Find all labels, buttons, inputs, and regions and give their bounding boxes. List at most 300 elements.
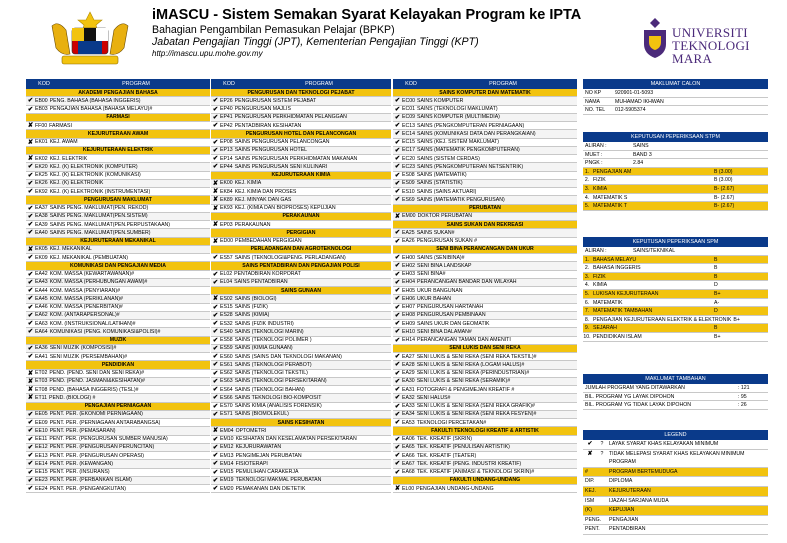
program-name: KEJ. (K) ELEKTRONIK (KOMUNIKASI) bbox=[49, 172, 141, 178]
program-code: EC15 bbox=[402, 139, 415, 145]
panel-header: KEPUTUSAN PEPERIKSAAN STPM bbox=[583, 132, 768, 142]
section-heading: SAINS KESIHATAN bbox=[211, 419, 391, 427]
check-icon: ✔ bbox=[394, 452, 401, 460]
cross-icon: ✘ bbox=[212, 237, 219, 245]
subject-grade: B- (2.67) bbox=[714, 194, 735, 201]
program-name: SENI BINA LANDSKAP bbox=[416, 262, 472, 269]
info-value: MUHAMAD IKHWAN bbox=[615, 98, 664, 105]
check-icon: ✔ bbox=[394, 171, 401, 179]
legend-text: PENTADBIRAN bbox=[609, 526, 646, 533]
subject-name: LUKISAN KEJURUTERAAN bbox=[593, 290, 659, 297]
program-code: EA40 bbox=[35, 229, 48, 236]
check-icon: ✔ bbox=[394, 435, 401, 443]
program-code: ES57 bbox=[220, 254, 233, 261]
section-heading: KOMUNIKASI DAN PENGAJIAN MEDIA bbox=[26, 262, 210, 270]
program-name: KEJURURAWATAN bbox=[235, 444, 282, 451]
check-icon: ✔ bbox=[27, 221, 34, 229]
subject-number: 2. bbox=[584, 177, 590, 184]
program-code: EK92 bbox=[35, 188, 48, 195]
program-name: PENT. PER. (EKONOMI PERNIAGAAN) bbox=[49, 411, 143, 418]
check-icon: ✔ bbox=[212, 311, 219, 319]
program-name: TEK. KREATIF (PENULISAN ARTISTIK) bbox=[416, 444, 510, 451]
program-code: EK89 bbox=[220, 196, 233, 203]
check-icon: ✔ bbox=[394, 353, 401, 361]
program-code: EP41 bbox=[220, 114, 233, 121]
check-icon: ✔ bbox=[212, 443, 219, 451]
check-icon: ✔ bbox=[212, 369, 219, 377]
check-icon: ✔ bbox=[394, 155, 401, 163]
header-text bbox=[152, 6, 581, 59]
check-icon: ✔ bbox=[212, 452, 219, 460]
program-code: EH05 bbox=[402, 287, 415, 294]
program-name: PENT. PER. (PENGANGKUTAN) bbox=[49, 485, 126, 492]
check-icon: ✔ bbox=[394, 188, 401, 196]
program-name: SENI LUKIS & SENI REKA (LOGAM HALUS)# bbox=[416, 361, 525, 368]
legend-symbol: ? bbox=[600, 441, 604, 447]
info-label: ALIRAN : bbox=[585, 143, 607, 149]
subject-number: 9. bbox=[584, 325, 590, 332]
program-name: KOM. (ANTARAPERSONAL)# bbox=[49, 312, 120, 319]
program-name: SAINS (KIMIA GUNAAN) bbox=[234, 345, 293, 352]
program-code: EP13 bbox=[220, 147, 233, 154]
cross-icon: ✘ bbox=[394, 485, 401, 493]
program-name: SAINS (TEKNOLOGI TEKSTIL) bbox=[234, 370, 308, 376]
legend-row bbox=[583, 477, 768, 487]
program-name: OPTOMETRI bbox=[235, 427, 267, 434]
subject-row bbox=[583, 176, 768, 185]
subject-name: MATEMATIK TAMBAHAN bbox=[593, 308, 653, 315]
check-icon: ✔ bbox=[212, 105, 219, 113]
subject-name: KIMIA bbox=[593, 282, 608, 289]
section-heading: MUZIK bbox=[26, 337, 210, 345]
program-code: EM13 bbox=[220, 452, 234, 459]
program-name: SAINS PENGURUSAN PELANCONGAN bbox=[234, 139, 330, 145]
program-code: EH08 bbox=[402, 312, 415, 319]
program-name: UKUR BANGUNAN bbox=[416, 287, 463, 294]
program-name: SAINS (PENGKOMPUTERAN PERNIAGAAN) bbox=[416, 122, 525, 129]
program-code: ET02 bbox=[35, 370, 48, 376]
program-code: EK25 bbox=[35, 172, 48, 178]
subject-name: BAHASA MELAYU bbox=[593, 256, 637, 263]
check-icon: ✔ bbox=[394, 361, 401, 369]
program-name: KOM. MASSA (PERIKLANAN)# bbox=[49, 295, 123, 302]
subject-grade: B bbox=[714, 325, 718, 332]
program-name: SENI LUKIS & SENI REKA (SENI REKA GRAFIK)# bbox=[416, 403, 535, 409]
check-icon: ✔ bbox=[212, 320, 219, 328]
program-code: EA27 bbox=[402, 353, 415, 360]
program-code: EA67 bbox=[402, 460, 415, 467]
section-heading: SENI BINA PERANCANGAN DAN UKUR bbox=[393, 246, 577, 254]
check-icon: ✔ bbox=[212, 386, 219, 394]
check-icon: ✔ bbox=[27, 212, 34, 220]
program-code: EE11 bbox=[35, 436, 48, 442]
check-icon: ✔ bbox=[394, 328, 401, 336]
program-name: PERAKAUNAN bbox=[234, 221, 271, 228]
check-icon: ✔ bbox=[212, 113, 219, 121]
program-name: SAINS PENG. MAKLUMAT(PEN.SISTEM) bbox=[49, 213, 148, 220]
subject-grade: B+ bbox=[733, 316, 740, 323]
program-name: SAINS (TEKNOLOGI PERABOT) bbox=[234, 361, 312, 368]
cross-icon: ✘ bbox=[394, 212, 401, 220]
stpm-results-panel bbox=[583, 132, 768, 211]
check-icon: ✔ bbox=[394, 394, 401, 402]
program-name: SAINS PENG. MAKLUMAT(PEN.PERPUSTAKAAN) bbox=[49, 221, 170, 228]
subject-grade: B bbox=[714, 273, 718, 280]
program-code: EA34 bbox=[402, 411, 415, 418]
legend-abbreviation: ISM bbox=[585, 497, 595, 504]
section-heading: PENGURUSAN MAKLUMAT bbox=[26, 196, 210, 204]
legend-text: PENGAJIAN bbox=[609, 516, 639, 523]
info-row bbox=[583, 98, 768, 107]
program-code: EM15 bbox=[220, 469, 234, 475]
program-name: KEJ. KIMIA DAN PROSES bbox=[234, 188, 297, 195]
cross-icon: ✘ bbox=[212, 196, 219, 204]
program-name: SAINS PENGURUSAN PERKHIDMATAN MAKANAN bbox=[234, 155, 358, 162]
check-icon: ✔ bbox=[394, 320, 401, 328]
program-code: EM14 bbox=[220, 460, 234, 467]
program-name: KOMUNIKASI (PENG. KOMUNIKASI&POLISI)# bbox=[49, 328, 161, 335]
legend-row bbox=[583, 516, 768, 526]
program-code: ES40 bbox=[220, 328, 233, 335]
program-name: SAINS (MATEMATIK) bbox=[416, 172, 467, 178]
stat-value: : 95 bbox=[738, 393, 747, 400]
program-code: EA45 bbox=[35, 295, 48, 302]
program-name: KEJ. (KIMIA DAN BIOPROSES) KEPUJIAN bbox=[234, 205, 336, 211]
check-icon: ✔ bbox=[212, 146, 219, 154]
info-value: BAND 3 bbox=[633, 151, 652, 158]
program-name: PERANCANGAN BANDAR DAN WILAYAH bbox=[416, 279, 517, 286]
program-name: SENI MUZIK (PERSEMBAHAN)# bbox=[49, 353, 127, 360]
program-code: EM20 bbox=[220, 485, 234, 492]
program-name: SAINS (STATISTIK) bbox=[416, 180, 463, 187]
program-code: EH00 bbox=[402, 254, 415, 261]
check-icon: ✔ bbox=[27, 303, 34, 311]
program-column-1 bbox=[26, 79, 210, 493]
subject-row bbox=[583, 168, 768, 177]
stat-label: BIL. PROGRAM YG LAYAK DIPOHON bbox=[585, 393, 675, 400]
program-code: ES08 bbox=[402, 172, 415, 178]
program-name: SAINS (SAINS AKTUARI) bbox=[416, 188, 477, 195]
check-icon: ✔ bbox=[212, 435, 219, 443]
program-name: PERANCANGAN TAMAN DAN AMENITI bbox=[416, 337, 511, 343]
legend-row bbox=[583, 450, 768, 468]
program-code: EK09 bbox=[35, 254, 48, 261]
check-icon: ✔ bbox=[394, 113, 401, 121]
check-icon: ✔ bbox=[212, 97, 219, 105]
cross-icon: ✘ bbox=[212, 179, 219, 187]
program-name: KEJ. AWAM bbox=[49, 139, 78, 145]
check-icon: ✔ bbox=[27, 311, 34, 319]
program-name: SAINS (TEKNOLOGI MAKLUMAT) bbox=[416, 106, 498, 112]
check-icon: ✔ bbox=[394, 97, 401, 105]
program-code: ES66 bbox=[220, 394, 233, 401]
program-name: PENGURUSAN PERKHIDMATAN PELANGGAN bbox=[234, 114, 347, 121]
candidate-info-panel bbox=[583, 79, 768, 115]
check-icon: ✔ bbox=[394, 105, 401, 113]
program-code: EA44 bbox=[35, 287, 48, 294]
subject-row bbox=[583, 299, 768, 308]
subject-number: 6. bbox=[584, 299, 590, 306]
program-code: EE23 bbox=[35, 477, 48, 484]
subject-grade: B+ bbox=[714, 333, 721, 340]
program-name: SAINS (MATEMATIK PENGURUSAN) bbox=[416, 196, 505, 203]
check-icon: ✔ bbox=[27, 188, 34, 196]
check-icon: ✔ bbox=[27, 353, 34, 361]
program-name: PENT. PER. (PENGURUSAN OPERASI) bbox=[49, 452, 144, 459]
program-name: SAINS (PENGKOMPUTERAN NETSENTRIK) bbox=[416, 163, 524, 170]
program-row[interactable] bbox=[26, 485, 210, 493]
program-name: SENI BINA DALAMAN# bbox=[416, 328, 472, 335]
subject-name: MATEMATIK S bbox=[593, 194, 628, 201]
program-name: PEND. (BAHASA INGGERIS) (TESL)# bbox=[49, 386, 139, 393]
panel-header: MAKLUMAT CALON bbox=[583, 79, 768, 89]
program-code: ES60 bbox=[220, 353, 233, 360]
check-icon: ✔ bbox=[212, 270, 219, 278]
program-code: EP26 bbox=[220, 97, 233, 104]
check-icon: ✔ bbox=[212, 353, 219, 361]
program-name: SENI LUKIS & SENI REKA (SERAMIK)# bbox=[416, 378, 511, 385]
program-code: EA32 bbox=[402, 394, 415, 401]
program-code: EC00 bbox=[402, 97, 415, 104]
program-name: KEJ. (K) ELEKTRONIK bbox=[49, 180, 104, 187]
legend-abbreviation: PENG. bbox=[585, 516, 602, 523]
info-row bbox=[583, 247, 768, 256]
subject-grade: D bbox=[714, 282, 718, 289]
cross-icon: ✘ bbox=[587, 450, 593, 457]
check-icon: ✔ bbox=[212, 468, 219, 476]
info-value: SAINS bbox=[633, 143, 649, 149]
program-code: EE10 bbox=[35, 427, 48, 434]
program-name: SAINS (FIZIK) bbox=[234, 304, 268, 310]
program-name: SENI BINA# bbox=[416, 271, 446, 277]
section-heading: SAINS GUNAAN bbox=[211, 287, 391, 295]
check-icon: ✔ bbox=[27, 278, 34, 286]
check-icon: ✔ bbox=[27, 328, 34, 336]
program-name: PENTADBIRAN KESIHATAN bbox=[234, 122, 302, 129]
subject-number: 4. bbox=[584, 282, 590, 289]
program-name: SAINS TEKNOLOGI BIO-KOMPOSIT bbox=[234, 394, 322, 401]
program-name: PENT. PER. (PERBANKAN ISLAM) bbox=[49, 477, 132, 484]
section-heading: PENDIDIKAN bbox=[26, 361, 210, 369]
program-code: EA64 bbox=[35, 328, 48, 335]
check-icon: ✔ bbox=[394, 122, 401, 130]
legend-abbreviation: KEJ. bbox=[585, 487, 596, 494]
subject-row bbox=[583, 185, 768, 194]
program-code: EA63 bbox=[35, 320, 48, 327]
cross-icon: ✘ bbox=[27, 386, 34, 394]
program-code: ES59 bbox=[220, 345, 233, 352]
check-icon: ✔ bbox=[394, 237, 401, 245]
legend-row bbox=[583, 487, 768, 497]
program-code: EA36 bbox=[35, 345, 48, 352]
check-icon: ✔ bbox=[27, 179, 34, 187]
section-heading: PENGAJIAN PERNIAGAAN bbox=[26, 403, 210, 411]
check-icon: ✔ bbox=[394, 287, 401, 295]
check-icon: ✔ bbox=[394, 419, 401, 427]
program-name: PEMBEDAHAN PERGIGIAN bbox=[234, 238, 302, 244]
program-code: EA30 bbox=[402, 378, 415, 385]
cross-icon: ✘ bbox=[27, 138, 34, 146]
check-icon: ✔ bbox=[394, 130, 401, 138]
program-code: EP40 bbox=[220, 106, 233, 112]
check-icon: ✔ bbox=[394, 295, 401, 303]
check-icon: ✔ bbox=[27, 229, 34, 237]
check-icon: ✔ bbox=[212, 122, 219, 130]
program-code: EA33 bbox=[402, 403, 415, 409]
program-list bbox=[393, 89, 577, 493]
program-code: EH04 bbox=[402, 279, 415, 286]
program-code: EP03 bbox=[220, 221, 233, 228]
program-code: ES28 bbox=[220, 312, 233, 319]
program-column-3 bbox=[393, 79, 577, 493]
program-name: PENGAJIAN UNDANG-UNDANG bbox=[416, 485, 494, 492]
program-name: KEJ. KIMIA bbox=[234, 180, 262, 187]
legend-abbreviation: DIP. bbox=[585, 478, 595, 485]
check-icon: ✔ bbox=[27, 485, 34, 493]
info-row bbox=[583, 159, 768, 168]
program-name: PENGAJIAN BAHASA (BAHASA MELAYU)# bbox=[49, 106, 153, 112]
program-name: SAINS (TEKNOLOGI MARIN) bbox=[234, 328, 304, 335]
malaysia-coat-of-arms-icon bbox=[42, 8, 138, 70]
cross-icon: ✘ bbox=[27, 245, 34, 253]
program-name: SAINS (SAINS DAN TEKNOLOGI MAKANAN) bbox=[234, 353, 342, 360]
program-name: SAINS (SISTEM CERDAS) bbox=[416, 155, 480, 162]
program-name: PENT. PER. (PENGURUSAN SUMBER MANUSIA) bbox=[49, 436, 168, 442]
program-name: SAINS PENGURUSAN SENI KULINARI bbox=[234, 163, 328, 170]
check-icon: ✔ bbox=[27, 320, 34, 328]
subject-number: 3. bbox=[584, 185, 590, 192]
program-name: PEND. (PEND. JASMANI&KESIHATAN)# bbox=[49, 378, 145, 385]
section-heading: SAINS SUKAN DAN REKREASI bbox=[393, 221, 577, 229]
program-name: SAINS PENGURUSAN HOTEL bbox=[234, 147, 308, 154]
program-code: EM12 bbox=[220, 444, 234, 451]
program-code: EH07 bbox=[402, 304, 415, 310]
program-name: SENI MUZIK (KOMPOSISI)# bbox=[49, 345, 117, 352]
info-row bbox=[583, 142, 768, 151]
subject-name: FIZIK bbox=[593, 273, 606, 280]
check-icon: ✔ bbox=[212, 344, 219, 352]
program-code: ES58 bbox=[220, 337, 233, 343]
check-icon: ✔ bbox=[394, 311, 401, 319]
subject-row bbox=[583, 281, 768, 290]
program-name: KEJ. MINYAK DAN GAS bbox=[234, 196, 292, 203]
check-icon: ✔ bbox=[27, 476, 34, 484]
legend-text: DIPLOMA bbox=[609, 478, 633, 485]
section-heading: AKADEMI PENGAJIAN BAHASA bbox=[26, 89, 210, 97]
program-name: KOM. MASSA (KEWARTAWANAN)# bbox=[49, 271, 134, 277]
cross-icon: ✘ bbox=[27, 122, 34, 130]
subject-name: PENDIDIKAN ISLAM bbox=[593, 333, 642, 340]
header-url[interactable]: http://imascu.upu.mohe.gov.my bbox=[152, 49, 263, 58]
program-name: SAINS (TEKNOLOGI POLIMER ) bbox=[234, 337, 312, 343]
check-icon: ✔ bbox=[394, 138, 401, 146]
program-code: EC14 bbox=[402, 130, 415, 137]
check-icon: ✔ bbox=[212, 476, 219, 484]
program-code: EL04 bbox=[220, 279, 233, 286]
subject-row bbox=[583, 264, 768, 273]
subject-grade: B- (2.67) bbox=[714, 185, 735, 192]
check-icon: ✔ bbox=[394, 377, 401, 385]
check-icon: ✔ bbox=[27, 443, 34, 451]
section-heading: FARMASI bbox=[26, 114, 210, 122]
legend-abbreviation: # bbox=[585, 468, 588, 475]
program-code: EA62 bbox=[35, 312, 48, 319]
subject-number: 5. bbox=[584, 290, 590, 297]
program-code: ES02 bbox=[220, 295, 233, 302]
program-code: EA42 bbox=[35, 271, 48, 277]
subject-name: FIZIK bbox=[593, 177, 606, 184]
program-name: SAINS PENTADBIRAN bbox=[234, 279, 288, 286]
program-name: SAINS KOMPUTER (MULTIMEDIA) bbox=[416, 114, 500, 121]
section-heading: SAINS PENTADBIRAN DAN PENGAJIAN POLISI bbox=[211, 262, 391, 270]
program-name: SAINS PENG. MAKLUMAT(PEN.SUMBER) bbox=[49, 229, 151, 236]
program-code: EE15 bbox=[35, 469, 48, 475]
check-icon: ✔ bbox=[27, 97, 34, 105]
program-name: TEK. KREATIF (PENG. INDUSTRI KREATIF) bbox=[416, 460, 522, 467]
program-name: SAINS (TEKNOLOGI&PENG. PERLADANGAN) bbox=[234, 254, 346, 261]
program-row[interactable] bbox=[211, 485, 391, 493]
check-icon: ✔ bbox=[27, 452, 34, 460]
subject-grade: D bbox=[714, 308, 718, 315]
check-icon: ✔ bbox=[27, 410, 34, 418]
program-name: KOM. MASSA (PENYIARAN)# bbox=[49, 287, 121, 294]
program-name: PENT. PER. (PEMASARAN) bbox=[49, 427, 116, 434]
info-label: PNGK : bbox=[585, 160, 603, 167]
legend-text: TIDAK MELEPASI SYARAT KHAS KELAYAKAN MINIMUM PROGRAM bbox=[609, 450, 745, 466]
subject-grade: B- (2.67) bbox=[714, 203, 735, 210]
check-icon: ✔ bbox=[27, 295, 34, 303]
program-code: EA31 bbox=[402, 386, 415, 393]
program-code: ES63 bbox=[220, 378, 233, 385]
info-row bbox=[583, 89, 768, 98]
program-name: PENT. PER. (INSURANS) bbox=[49, 469, 110, 475]
section-heading: KEJURUTERAAN MEKANIKAL bbox=[26, 238, 210, 246]
cross-icon: ✘ bbox=[212, 295, 219, 303]
check-icon: ✔ bbox=[27, 171, 34, 179]
check-icon: ✔ bbox=[212, 163, 219, 171]
program-name: PENGURUSAN SUKAN # bbox=[416, 238, 477, 244]
check-icon: ✔ bbox=[27, 435, 34, 443]
program-code: EK93 bbox=[220, 205, 233, 211]
program-code: FF00 bbox=[35, 122, 48, 129]
program-name: PENGURUSAN PEMBINAAN bbox=[416, 312, 486, 319]
subject-row bbox=[583, 273, 768, 282]
section-heading: SAINS KOMPUTER DAN MATEMATIK bbox=[393, 89, 577, 97]
section-heading: PERLADANGAN DAN AGROTEKNOLOGI bbox=[211, 246, 391, 254]
page-header bbox=[0, 0, 768, 76]
program-name: PEND. (BIOLOGI) # bbox=[49, 394, 96, 401]
program-name: SAINS (BIOMOLEKUL) bbox=[234, 411, 289, 418]
program-code: EH09 bbox=[402, 320, 415, 327]
program-code: EE05 bbox=[35, 411, 48, 418]
program-column-2 bbox=[211, 79, 391, 493]
subject-name: PENGAJIAN AM bbox=[593, 168, 632, 175]
program-code: EA06 bbox=[402, 436, 415, 442]
program-row[interactable] bbox=[393, 485, 577, 493]
info-value: 2.84 bbox=[633, 160, 644, 167]
program-name: SAINS (SENIBINA)# bbox=[416, 254, 465, 261]
check-icon: ✔ bbox=[27, 287, 34, 295]
info-value: 920901-01-5093 bbox=[615, 90, 654, 96]
program-name: TEKNOLOGI MAKMAL PERUBATAN bbox=[235, 477, 322, 484]
program-name: TEK. KREATIF (TEATER) bbox=[416, 452, 477, 459]
check-icon: ✔ bbox=[394, 443, 401, 451]
subject-name: BAHASA INGGERIS bbox=[593, 265, 641, 272]
check-icon: ✔ bbox=[212, 485, 219, 493]
check-icon: ✔ bbox=[394, 369, 401, 377]
check-icon: ✔ bbox=[394, 410, 401, 418]
program-name: KEJ. (K) ELEKTRONIK (INSTRUMENTASI) bbox=[49, 188, 151, 195]
